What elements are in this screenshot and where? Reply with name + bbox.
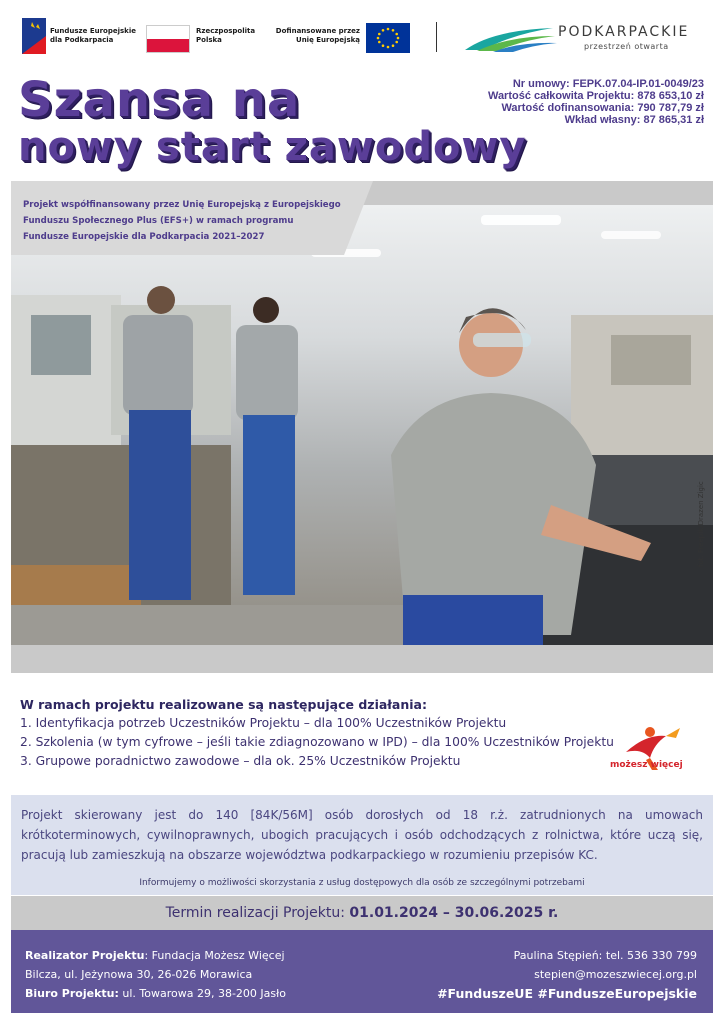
title-line-2: nowy start zawodowy <box>18 124 527 170</box>
accessibility-note: Informujemy o możliwości skorzystania z usług dostępowych dla osób ze szczególnymi potrzebami <box>139 878 585 888</box>
realizer-address: Bilcza, ul. Jeżynowa 30, 26-026 Morawica <box>25 968 253 981</box>
activity-item: 1. Identyfikacja potrzeb Uczestników Projektu – dla 100% Uczestników Projektu <box>20 716 507 730</box>
mozesz-wiecej-logo-text: możesz więcej <box>610 760 683 770</box>
footer-right <box>437 946 697 1003</box>
realizer-label: Realizator Projektu <box>25 949 145 962</box>
activity-item: 2. Szkolenia (w tym cyfrowe – jeśli takie zdiagnozowano w IPD) – dla 100% Uczestników Projektu <box>20 735 614 749</box>
contract-total-value: Wartość całkowita Projektu: 878 653,10 zł <box>487 90 704 102</box>
poland-flag-icon <box>146 25 190 53</box>
project-term <box>11 896 713 930</box>
logo-separator <box>436 22 437 52</box>
term-label: Termin realizacji Projektu: <box>165 905 350 921</box>
contact-email[interactable]: stepien@mozeszwiecej.org.pl <box>534 968 697 981</box>
photo-section <box>11 181 713 673</box>
eu-flag-icon <box>366 23 410 53</box>
activities-list <box>20 714 614 771</box>
cofinance-line-2: Funduszu Społecznego Plus (EFS+) w ramach programu <box>23 216 294 226</box>
podkarpackie-name: PODKARPACKIE <box>558 24 690 40</box>
cofinance-line-3: Fundusze Europejskie dla Podkarpacia 2021–2027 <box>23 232 265 242</box>
target-group-text: Projekt skierowany jest do 140 [84K/56M] osób dorosłych od 18 r.ż. zatrudnionych na umowach krótkoterminowych, cywilnoprawnych, ubogich pracujących i osób odchodzących z rolnictwa, które uczą się, pracują lub zamieszkują na obszarze województwa podkarpackiego w rozumieniu przepisów KC. <box>21 808 703 862</box>
cofinance-text <box>23 197 363 245</box>
factory-scene-illustration <box>11 205 713 645</box>
podkarpackie-logo-icon <box>463 24 563 52</box>
office-line <box>25 984 286 1003</box>
activity-item: 3. Grupowe poradnictwo zawodowe – dla ok. 25% Uczestników Projektu <box>20 754 461 768</box>
target-group-box <box>11 795 713 895</box>
footer <box>11 930 713 1013</box>
poland-logo-text: Rzeczpospolita Polska <box>196 27 256 44</box>
footer-left <box>25 946 286 1003</box>
podkarpackie-tagline: przestrzeń otwarta <box>584 42 669 51</box>
activities-heading: W ramach projektu realizowane są następujące działania: <box>20 697 427 712</box>
contact-phone: Paulina Stępień: tel. 536 330 799 <box>513 949 697 962</box>
cofinance-line-1: Projekt współfinansowany przez Unię Europejską z Europejskiego <box>23 200 341 210</box>
photo-credit: fot. Freepik/Drazen Zigic <box>697 481 705 567</box>
office-value: ul. Towarowa 29, 38-200 Jasło <box>118 987 286 1000</box>
realizer-line <box>25 946 286 965</box>
contract-funding-value: Wartość dofinansowania: 790 787,79 zł <box>501 102 704 114</box>
contract-info <box>488 78 704 126</box>
fe-logo-text: Fundusze Europejskie dla Podkarpacia <box>50 27 136 44</box>
fundusze-europejskie-logo-icon <box>22 18 46 54</box>
office-label: Biuro Projektu: <box>25 987 119 1000</box>
eu-logo-text: Dofinansowane przez Unię Europejską <box>275 27 360 44</box>
realizer-value: : Fundacja Możesz Więcej <box>144 949 285 962</box>
factory-worker-photo <box>11 205 713 645</box>
contract-number: Nr umowy: FEPK.07.04-IP.01-0049/23 <box>512 78 704 90</box>
logo-bar <box>0 0 724 62</box>
hashtags: #FunduszeUE #FunduszeEuropejskie <box>437 986 697 1001</box>
term-dates: 01.01.2024 – 30.06.2025 r. <box>349 905 559 921</box>
contract-own-contribution: Wkład własny: 87 865,31 zł <box>564 114 704 126</box>
title-line-1: Szansa na <box>18 72 301 128</box>
